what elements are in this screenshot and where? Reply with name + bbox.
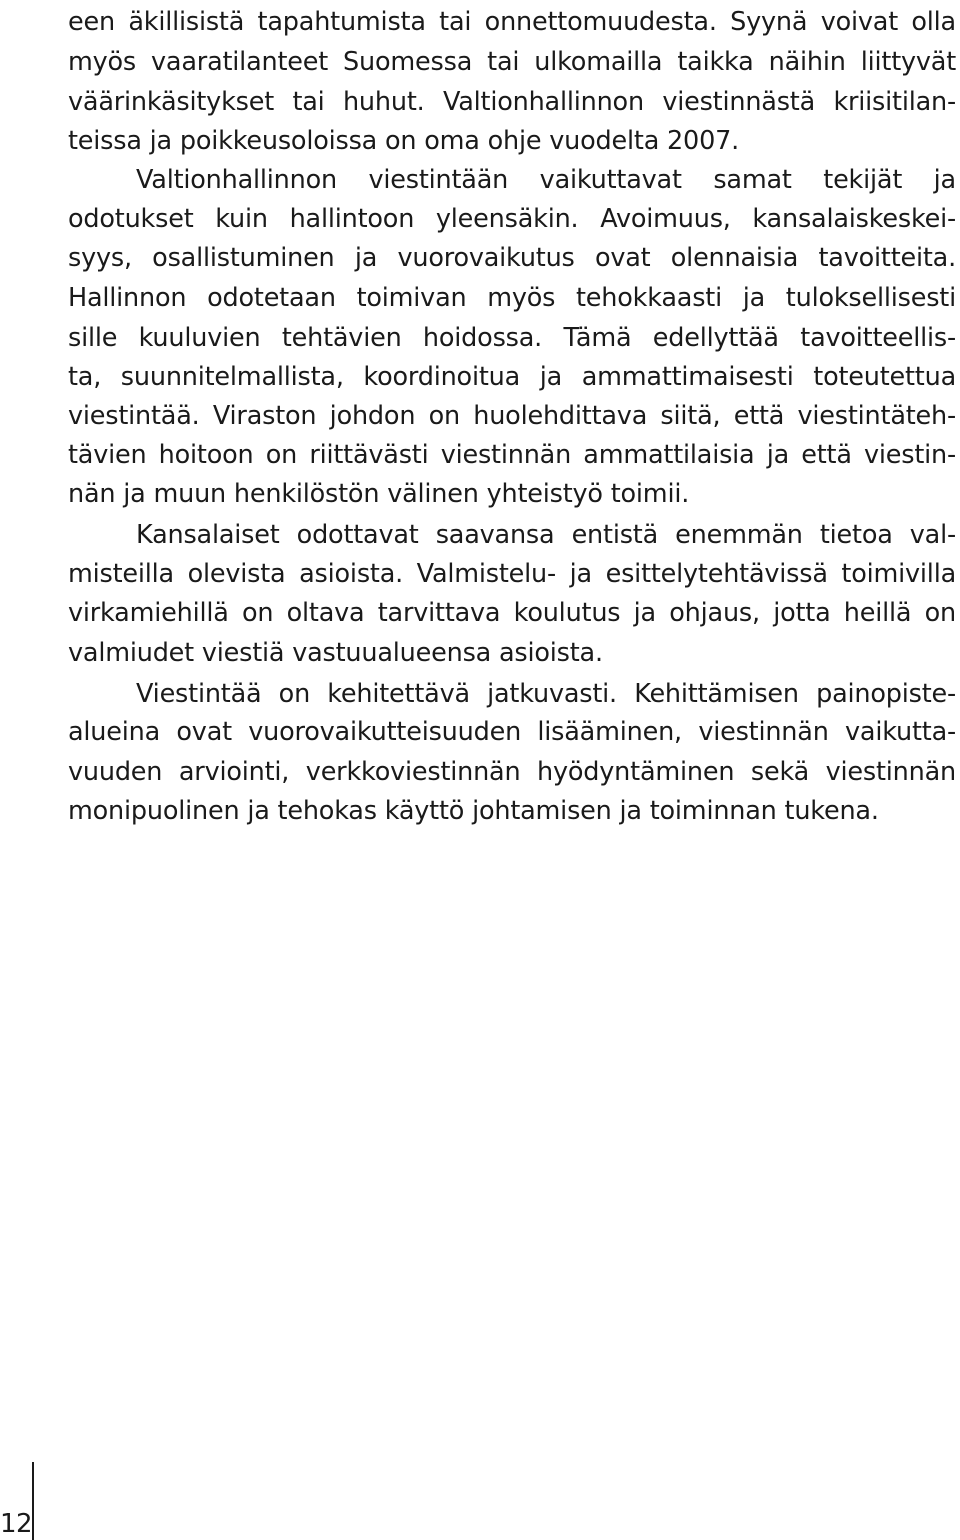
text-line: een äkillisistä tapahtumista tai onnettomuudesta. Syynä voivat olla	[68, 7, 956, 37]
text-line: misteilla olevista asioista. Valmistelu- ja esittelytehtävissä toimivilla	[68, 559, 956, 589]
text-line: ta, suunnitelmallista, koordinoitua ja ammattimaisesti toteutettua	[68, 362, 956, 392]
text-line: monipuolinen ja tehokas käyttö johtamisen ja toiminnan tukena.	[68, 796, 879, 826]
text-line: syys, osallistuminen ja vuorovaikutus ovat olennaisia tavoitteita.	[68, 243, 956, 273]
page-number: 12	[0, 1509, 33, 1539]
text-line: nän ja muun henkilöstön välinen yhteistyö toimii.	[68, 479, 690, 509]
text-line: väärinkäsitykset tai huhut. Valtionhallinnon viestinnästä kriisitilan-	[68, 87, 956, 117]
page-number-rule	[32, 1462, 34, 1540]
text-line: alueina ovat vuorovaikutteisuuden lisääminen, viestinnän vaikutta-	[68, 717, 956, 747]
text-line: Valtionhallinnon viestintään vaikuttavat samat tekijät ja	[136, 165, 956, 195]
text-line: teissa ja poikkeusoloissa on oma ohje vuodelta 2007.	[68, 126, 740, 156]
text-line: odotukset kuin hallintoon yleensäkin. Avoimuus, kansalaiskeskei-	[68, 204, 956, 234]
text-line: virkamiehillä on oltava tarvittava koulutus ja ohjaus, jotta heillä on	[68, 598, 956, 628]
text-line: sille kuuluvien tehtävien hoidossa. Tämä edellyttää tavoitteellis-	[68, 323, 956, 353]
text-line: vuuden arviointi, verkkoviestinnän hyödyntäminen sekä viestinnän	[68, 757, 956, 787]
text-line: valmiudet viestiä vastuualueensa asioista.	[68, 638, 603, 668]
text-line: viestintää. Viraston johdon on huolehdittava siitä, että viestintäteh-	[68, 401, 956, 431]
text-line: Kansalaiset odottavat saavansa entistä enemmän tietoa val-	[136, 520, 956, 550]
text-line: Hallinnon odotetaan toimivan myös tehokkaasti ja tuloksellisesti	[68, 283, 956, 313]
text-line: tävien hoitoon on riittävästi viestinnän ammattilaisia ja että viestin-	[68, 440, 956, 470]
text-line: myös vaaratilanteet Suomessa tai ulkomailla taikka näihin liittyvät	[68, 47, 956, 77]
text-line: Viestintää on kehitettävä jatkuvasti. Kehittämisen painopiste-	[136, 679, 956, 709]
